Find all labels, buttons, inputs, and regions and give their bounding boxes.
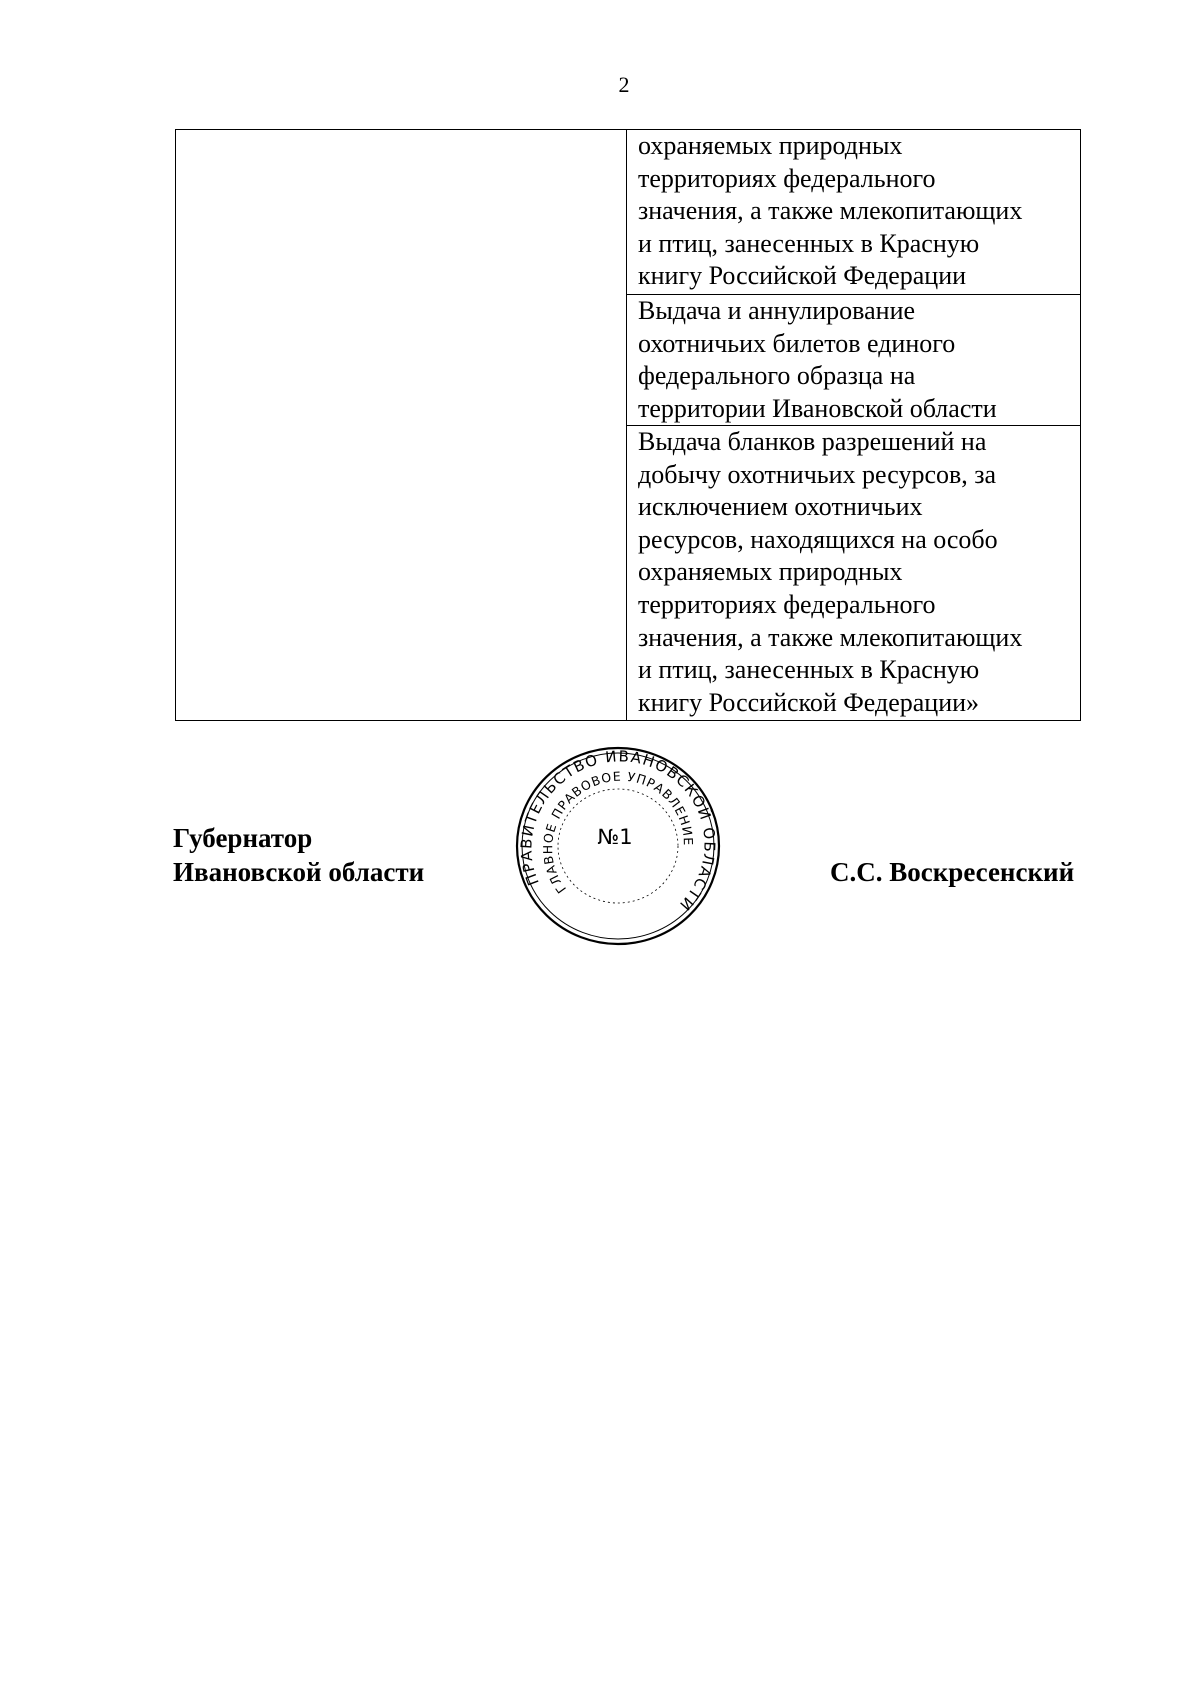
cell-text-line: федерального образца на (638, 361, 916, 391)
cell-text-line: территории Ивановской области (638, 393, 997, 423)
seal-inner-text: ГЛАВНОЕ ПРАВОВОЕ УПРАВЛЕНИЕ (540, 768, 696, 897)
cell-text-line: и птиц, занесенных в Красную (638, 228, 980, 258)
signature-position-line: Губернатор (173, 823, 313, 853)
cell-text-line: охотничьих билетов единого (638, 328, 956, 358)
cell-text-line: значения, а также млекопитающих (638, 196, 1023, 226)
cell-text-line: Выдача бланков разрешений на (638, 427, 987, 456)
signature-position-line: Ивановской области (173, 857, 425, 887)
cell-text-line: книгу Российской Федерации (638, 261, 967, 291)
signatory-name: С.С. Воскресенский (830, 857, 1075, 887)
seal-number: №1 (597, 825, 633, 849)
cell-text-line: значения, а также млекопитающих (638, 622, 1023, 652)
signature-position (173, 821, 424, 889)
cell-text-line: охраняемых природных (638, 131, 903, 160)
table-left-column (176, 130, 627, 720)
cell-text-line: добычу охотничьих ресурсов, за (638, 459, 997, 489)
official-seal (508, 743, 728, 949)
cell-text-line: охраняемых природных (638, 557, 903, 587)
cell-text-line: Выдача и аннулирование (638, 296, 916, 325)
cell-text-line: территориях федерального (638, 163, 936, 193)
table-cell (627, 425, 1080, 720)
table-cell (627, 130, 1080, 294)
cell-text-line: ресурсов, находящихся на особо (638, 524, 998, 554)
cell-text-line: книгу Российской Федерации» (638, 687, 980, 717)
cell-text-line: территориях федерального (638, 589, 936, 619)
document-table (175, 129, 1081, 721)
seal-outer-text: ПРАВИТЕЛЬСТВО ИВАНОВСКОЙ ОБЛАСТИ (517, 747, 719, 915)
cell-text-line: исключением охотничьих (638, 492, 923, 522)
cell-text-line: и птиц, занесенных в Красную (638, 655, 980, 685)
table-right-column (627, 130, 1080, 720)
table-cell (627, 294, 1080, 425)
page-number: 2 (618, 72, 630, 97)
